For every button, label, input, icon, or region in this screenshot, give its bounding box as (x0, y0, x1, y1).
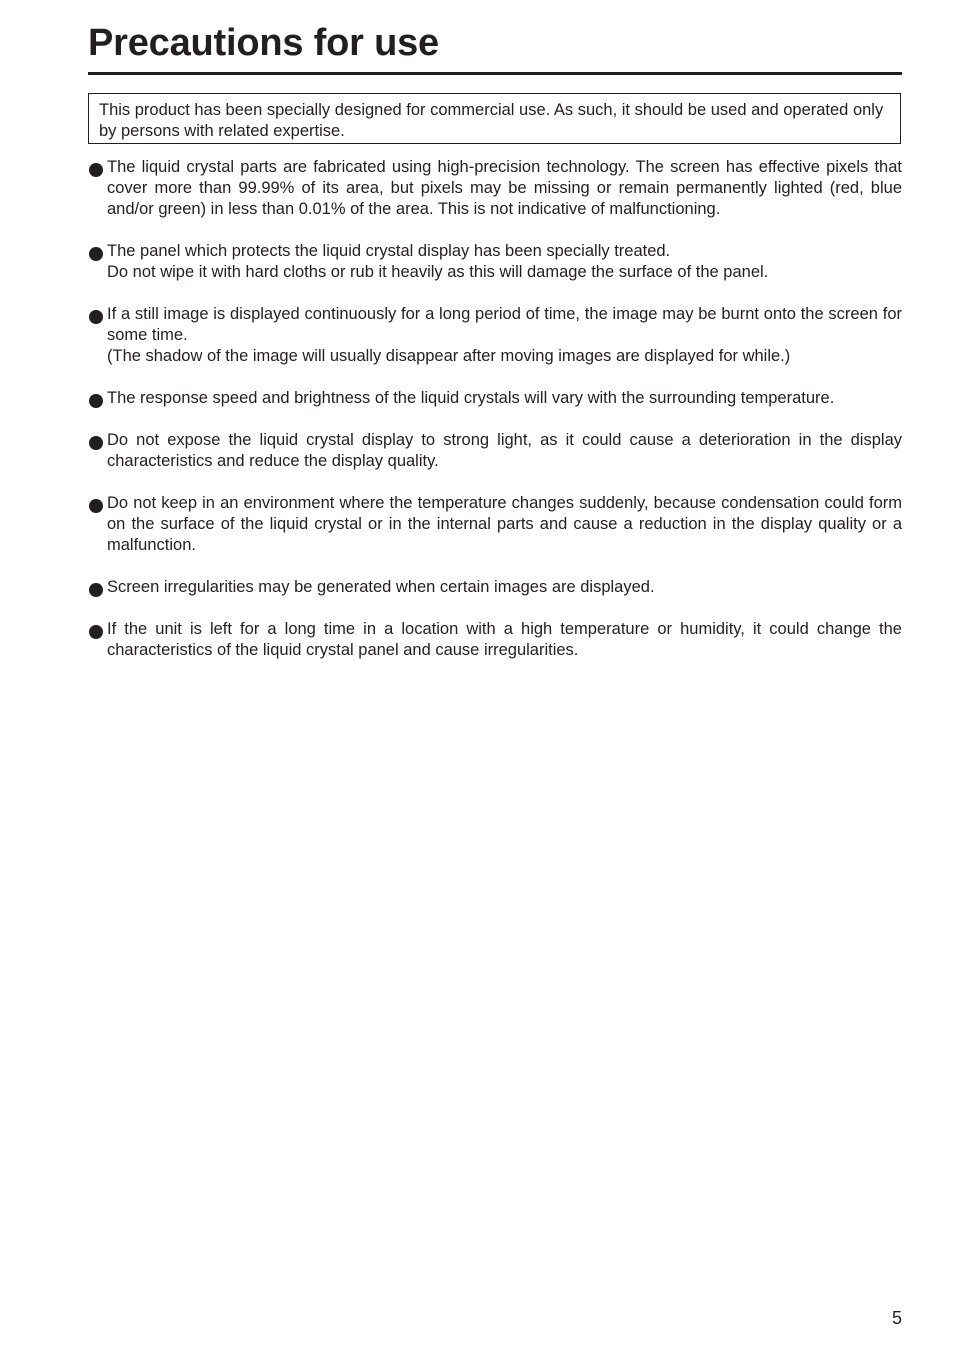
page-number: 5 (891, 1308, 902, 1328)
list-item-text: The panel which protects the liquid crystal display has been specially treated. (107, 242, 671, 260)
list-item (88, 577, 902, 598)
list-item (88, 619, 902, 661)
precautions-list (88, 157, 902, 682)
list-item-text: (The shadow of the image will usually disappear after moving images are displayed for while.) (107, 347, 791, 365)
list-item (88, 304, 902, 367)
title-rule (88, 72, 902, 75)
list-item-text: If the unit is left for a long time in a location with a high temperature or humidity, it could change the characteristics of the liquid crystal panel and cause irregularities. (107, 620, 902, 659)
notice-box: This product has been specially designed for commercial use. As such, it should be used and operated only by persons with related expertise. (88, 93, 901, 144)
bullet-icon (89, 163, 103, 177)
bullet-icon (89, 625, 103, 639)
bullet-icon (89, 247, 103, 261)
list-item-text: If a still image is displayed continuously for a long period of time, the image may be burnt onto the screen for some time. (107, 305, 902, 344)
list-item (88, 157, 902, 220)
bullet-icon (89, 436, 103, 450)
bullet-icon (89, 394, 103, 408)
bullet-icon (89, 310, 103, 324)
list-item-text: Do not expose the liquid crystal display to strong light, as it could cause a deterioration in the display characteristics and reduce the display quality. (107, 431, 902, 470)
list-item (88, 430, 902, 472)
bullet-icon (89, 583, 103, 597)
list-item-text: Do not keep in an environment where the temperature changes suddenly, because condensation could form on the surface of the liquid crystal or in the internal parts and cause a reduction in the display quality or a malfunction. (107, 494, 902, 554)
list-item (88, 493, 902, 556)
list-item (88, 241, 902, 283)
bullet-icon (89, 499, 103, 513)
list-item-text: Do not wipe it with hard cloths or rub it heavily as this will damage the surface of the panel. (107, 263, 769, 281)
list-item-text: Screen irregularities may be generated when certain images are displayed. (107, 578, 655, 596)
list-item-text: The response speed and brightness of the liquid crystals will vary with the surrounding temperature. (107, 389, 835, 407)
list-item (88, 388, 902, 409)
page-title: Precautions for use (88, 22, 439, 64)
list-item-text: The liquid crystal parts are fabricated using high-precision technology. The screen has effective pixels that cover more than 99.99% of its area, but pixels may be missing or remain permanently lighted (red, blue and/or green) in less than 0.01% of the area. This is not indicative of malfunctioning. (107, 158, 902, 218)
